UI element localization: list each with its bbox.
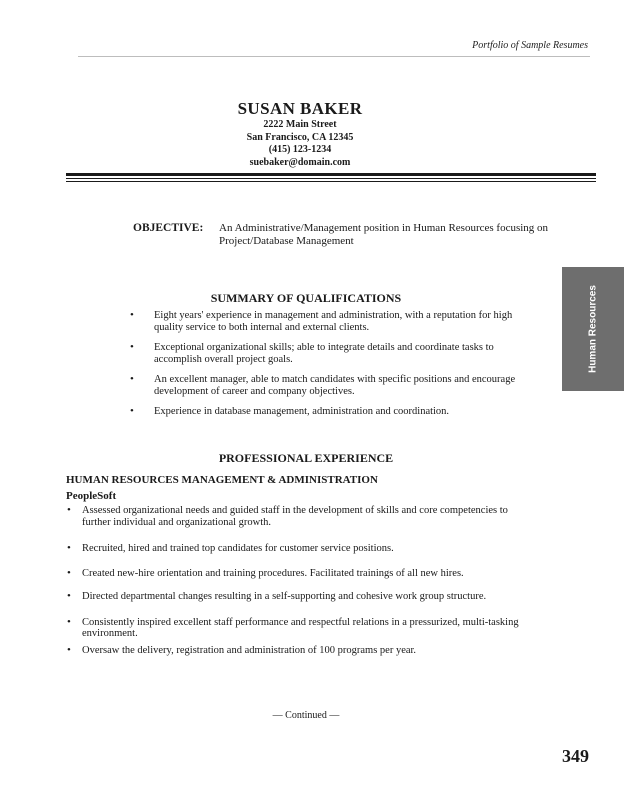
objective-label: OBJECTIVE: xyxy=(133,222,204,234)
list-item: • An excellent manager, able to match candidates with specific positions and encourage development of career and company objectives. xyxy=(130,373,516,397)
summary-title: SUMMARY OF QUALIFICATIONS xyxy=(210,291,402,305)
street-address: 2222 Main Street xyxy=(263,119,337,130)
qualifications-list xyxy=(130,310,540,418)
list-item: • Oversaw the delivery, registration and administration of 100 programs per year. xyxy=(67,643,417,656)
list-item: • Consistently inspired excellent staff performance and respectful relations in a pressurized, multi-tasking environment. xyxy=(67,615,519,639)
section-side-tab xyxy=(562,267,624,391)
list-item: • Assessed organizational needs and guided staff in the development of skills and core competencies to further individual and organizational growth. xyxy=(67,504,508,528)
objective-text: An Administrative/Management position in Human Resources focusing on Project/Database Management xyxy=(219,222,549,247)
experience-title: PROFESSIONAL EXPERIENCE xyxy=(218,451,394,465)
company-name: PeopleSoft xyxy=(66,490,117,502)
list-item: • Recruited, hired and trained top candidates for customer service positions. xyxy=(67,542,394,554)
list-item: • Eight years' experience in management and administration, with a reputation for high quality service to both internal and external clients. xyxy=(130,309,513,333)
email-address: suebaker@domain.com xyxy=(249,156,351,168)
experience-subtitle: HUMAN RESOURCES MANAGEMENT & ADMINISTRATION xyxy=(66,474,378,486)
list-item: • Experience in database management, administration and coordination. xyxy=(130,405,450,417)
list-item: • Directed departmental changes resulting in a self-supporting and cohesive work group structure. xyxy=(67,590,487,602)
side-tab-label: Human Resources xyxy=(587,285,599,373)
contact-divider xyxy=(66,173,596,182)
city-state-zip: San Francisco, CA 12345 xyxy=(246,131,354,143)
experience-list xyxy=(66,505,536,656)
phone-number: (415) 123-1234 xyxy=(268,144,332,155)
page-number: 349 xyxy=(562,746,589,766)
header-rule xyxy=(78,56,590,57)
running-header: Portfolio of Sample Resumes xyxy=(472,40,588,51)
contact-block xyxy=(170,98,430,169)
candidate-name: SUSAN BAKER xyxy=(237,99,363,118)
list-item: • Created new-hire orientation and training procedures. Facilitated trainings of all new hires. xyxy=(67,566,464,579)
objective-section xyxy=(133,222,553,248)
continued-note: — Continued — xyxy=(272,710,340,721)
list-item: • Exceptional organizational skills; able to integrate details and coordinate tasks to accomplish overall project goals. xyxy=(130,341,494,365)
